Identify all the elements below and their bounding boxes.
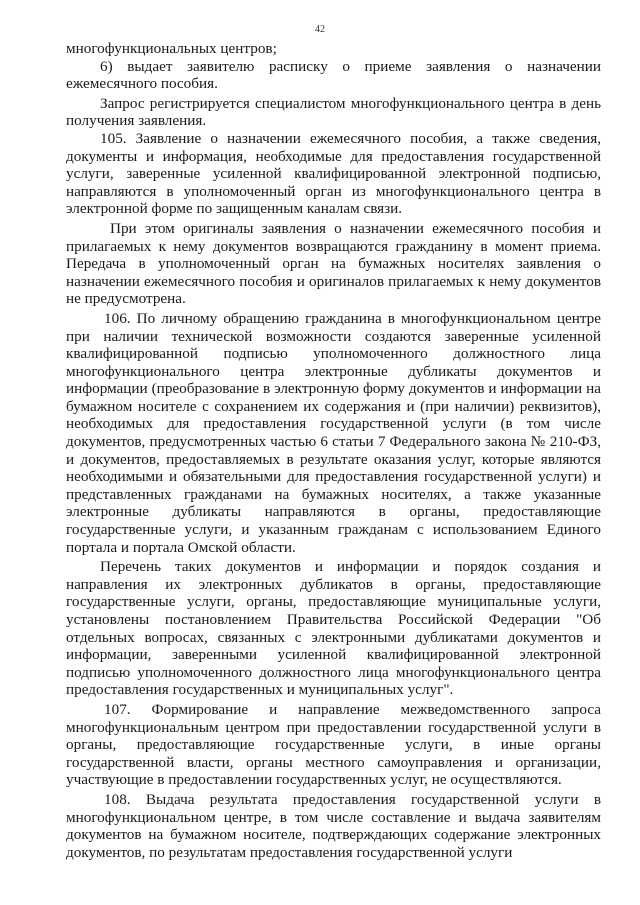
paragraph-106: 106. По личному обращению гражданина в многофункциональном центре при наличии технической возможности создаются заверенные усиленной квалифицированной подписью уполномоченного должностного лица многофункционального центра электронные дубликаты документов и информации (преобразование в электронную форму документов и информации на бумажном носителе с сохранением их содержания и (при наличии) реквизитов), необходимых для предоставления государственной услуги (в том числе документов, предусмотренных частью 6 статьи 7 Федерального закона № 210-ФЗ, и документов, предоставляемых в результате оказания услуг, которые являются необходимыми и обязательными для предоставления государственной услуги) и представленных гражданами на бумажных носителях, а также указанные электронные дубликаты направляются в органы, предоставляющие государственные услуги, и указанным гражданам с использованием Единого портала и портала Омской области. bbox=[66, 309, 601, 556]
paragraph-continuation: многофункциональных центров; bbox=[66, 40, 277, 57]
paragraph-107: 107. Формирование и направление межведомственного запроса многофункциональным центром при предоставлении государственной услуги в органы, предоставляющие государственные услуги, в иные органы государственной власти, органы местного самоуправления и организации, участвующие в предоставлении государственных услуг, не осуществляются. bbox=[66, 700, 601, 789]
paragraph-originals: При этом оригиналы заявления о назначении ежемесячного пособия и прилагаемых к нему документов возвращаются гражданину в момент приема. Передача в уполномоченный орган на бумажных носителях заявления о назначении ежемесячного пособия и оригиналов прилагаемых к нему документов не предусмотрена. bbox=[66, 219, 601, 308]
page-number: 42 bbox=[315, 24, 325, 35]
paragraph-list-of-documents: Перечень таких документов и информации и порядок создания и направления их электронных дубликатов в органы, предоставляющие государственные услуги, органы, предоставляющие муниципальные услуги, установлены постановлением Правительства Российской Федерации "Об отдельных вопросах, связанных с электронными дубликатами документов и информации, заверенными усиленной квалифицированной электронной подписью уполномоченного должностного лица многофункционального центра предоставления государственных и муниципальных услуг". bbox=[66, 558, 601, 699]
document-body bbox=[66, 40, 601, 861]
paragraph-item-6: 6) выдает заявителю расписку о приеме заявления о назначении ежемесячного пособия. bbox=[66, 57, 601, 93]
paragraph-108: 108. Выдача результата предоставления государственной услуги в многофункциональном центре, в том числе составление и выдача заявителям документов на бумажном носителе, подтверждающих содержание электронных документов, по результатам предоставления государственной услуги bbox=[66, 790, 601, 861]
paragraph-registration: Запрос регистрируется специалистом многофункционального центра в день получения заявления. bbox=[66, 94, 601, 130]
paragraph-105: 105. Заявление о назначении ежемесячного пособия, а также сведения, документы и информация, необходимые для предоставления государственной услуги, заверенные усиленной квалифицированной электронной подписью, направляются в уполномоченный орган из многофункционального центра в электронной форме по защищенным каналам связи. bbox=[66, 129, 601, 218]
